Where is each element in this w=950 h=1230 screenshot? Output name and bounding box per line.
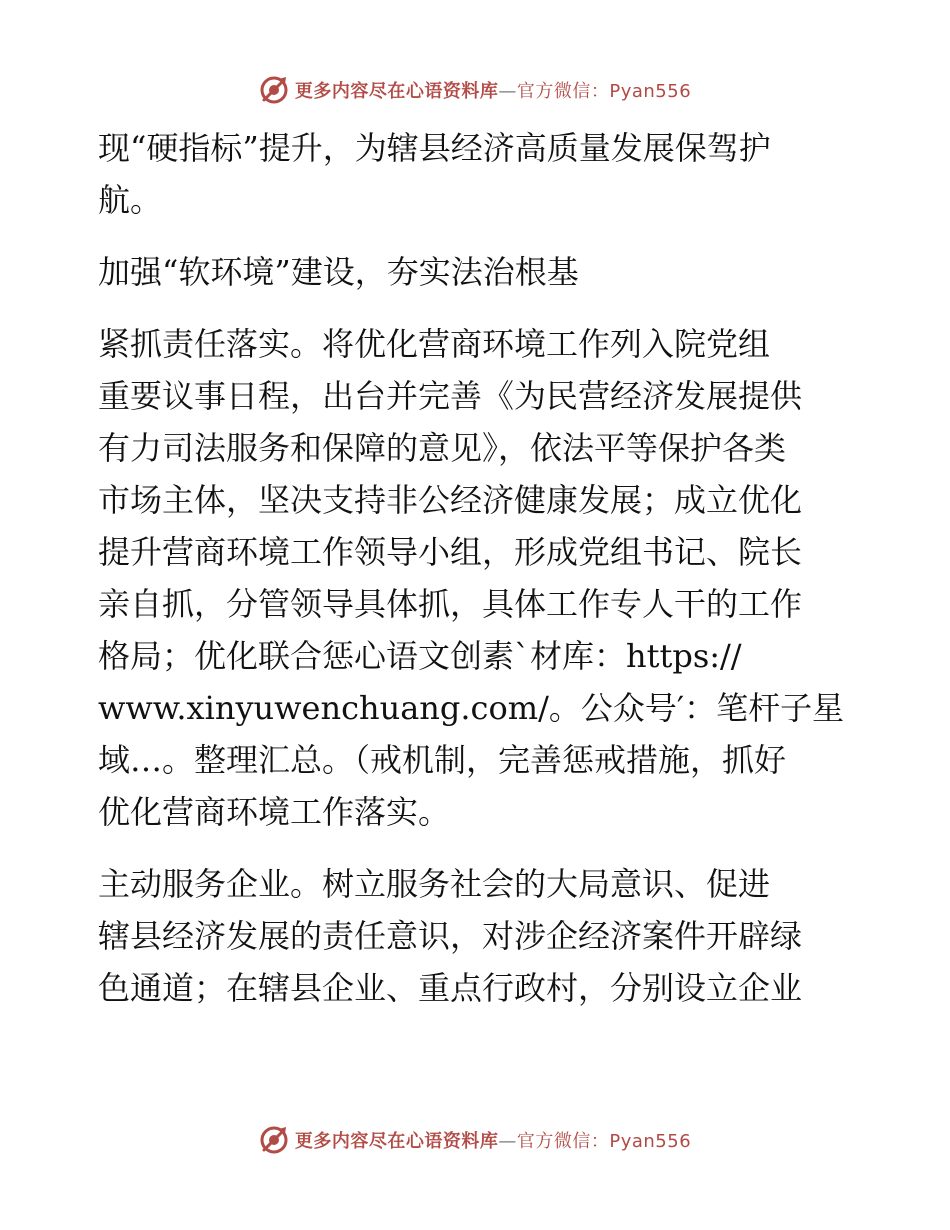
paragraph [98, 858, 858, 1014]
header-watermark [0, 70, 950, 110]
text-line: 提升营商环境工作领导小组，形成党组书记、院长 [98, 533, 803, 571]
banner-separator: — [498, 81, 517, 102]
paragraph [98, 318, 858, 838]
heading-line: 加强“软环境”建设，夯实法治根基 [98, 253, 579, 291]
text-line: 航。 [98, 181, 163, 219]
pen-logo-icon [259, 75, 289, 105]
banner-brand: 更多内容尽在心语资料库 [294, 81, 499, 102]
section-heading [98, 246, 858, 298]
pen-logo-icon [259, 1125, 289, 1155]
footer-watermark [0, 1120, 950, 1160]
banner-wechat: 官方微信：Pyan556 [516, 81, 692, 102]
text-line: 亲自抓，分管领导具体抓，具体工作专人干的工作 [98, 585, 803, 623]
text-line: 优化营商环境工作落实。 [98, 793, 451, 831]
text-line: 格局；优化联合惩心语文创素`材库：https:// [98, 637, 742, 675]
text-line: 有力司法服务和保障的意见》，依法平等保护各类 [98, 429, 787, 467]
text-line: 域…。整理汇总。（戒机制，完善惩戒措施，抓好 [98, 741, 787, 779]
text-line: 现“硬指标”提升，为辖县经济高质量发展保驾护 [98, 129, 771, 167]
banner-separator: — [498, 1131, 517, 1152]
banner-brand: 更多内容尽在心语资料库 [294, 1131, 499, 1152]
paragraph [98, 122, 858, 226]
text-line: 市场主体，坚决支持非公经济健康发展；成立优化 [98, 481, 803, 519]
text-line: www.xinyuwenchuang.com/。公众号′：笔杆子星 [98, 689, 845, 727]
banner-wechat: 官方微信：Pyan556 [516, 1131, 692, 1152]
text-line: 紧抓责任落实。将优化营商环境工作列入院党组 [98, 325, 771, 363]
text-line: 重要议事日程，出台并完善《为民营经济发展提供 [98, 377, 803, 415]
text-line: 主动服务企业。树立服务社会的大局意识、促进 [98, 865, 771, 903]
document-body [98, 122, 858, 1014]
text-line: 色通道；在辖县企业、重点行政村，分别设立企业 [98, 969, 803, 1007]
text-line: 辖县经济发展的责任意识，对涉企经济案件开辟绿 [98, 917, 803, 955]
